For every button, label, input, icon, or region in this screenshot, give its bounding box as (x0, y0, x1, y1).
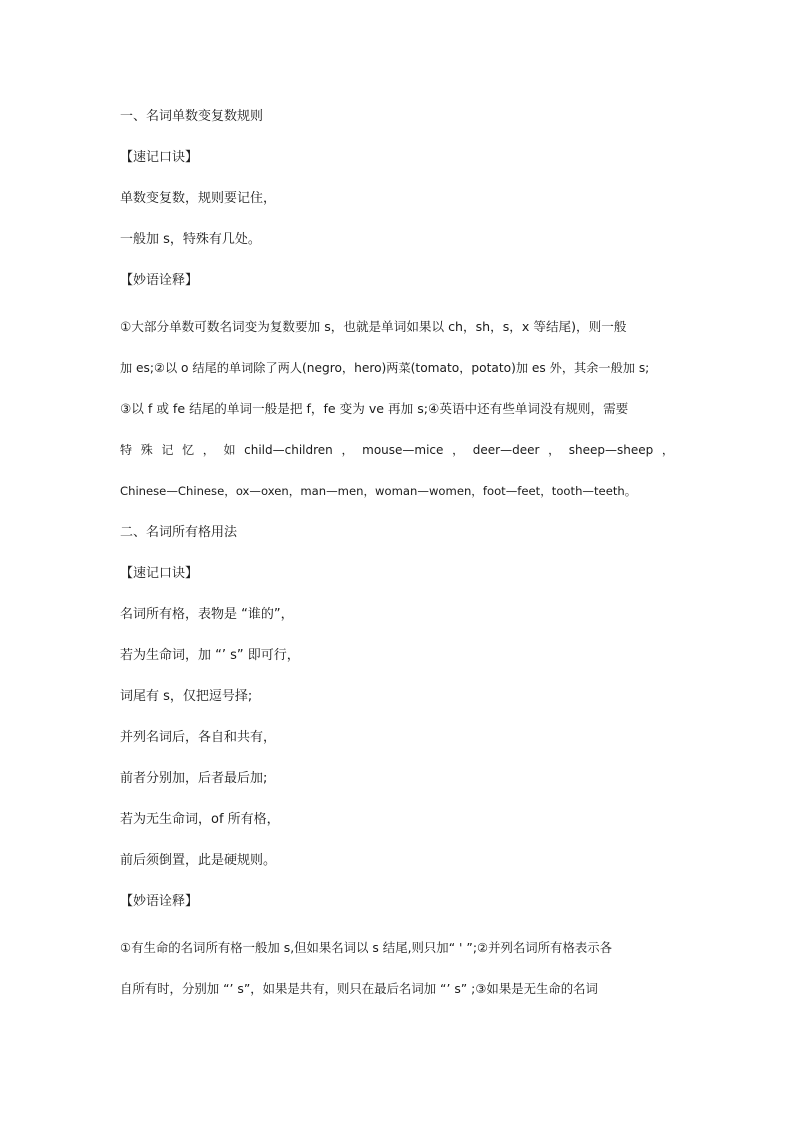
section-1-explanation-label: 【妙语诠释】 (120, 273, 199, 288)
section-1-explanation-line: ①大部分单数可数名词变为复数要加 s，也就是单词如果以 ch，sh，s，x 等结尾)，则一般 (120, 319, 627, 334)
example-token: 特 (120, 443, 133, 457)
example-token: ， (452, 443, 465, 457)
example-token: mouse—mice (362, 443, 444, 457)
section-1-explanation-line: ③以 f 或 fe 结尾的单词一般是把 f，fe 变为 ve 再加 s;④英语中还有些单词没有规则，需要 (120, 401, 629, 416)
section-2-mnemonic-line: 并列名词后，各自和共有， (120, 730, 277, 745)
example-token: ， (341, 443, 354, 457)
example-token: ， (548, 443, 561, 457)
example-token: 殊 (140, 443, 153, 457)
section-2-mnemonic-line: 若为无生命词，of 所有格， (120, 812, 280, 827)
example-token: child—children (244, 443, 333, 457)
example-token: ， (202, 443, 215, 457)
example-token: 记 (161, 443, 174, 457)
section-1-mnemonic-label: 【速记口诀】 (120, 150, 199, 165)
section-2-mnemonic-line: 若为生命词，加 “’ s” 即可行， (120, 648, 300, 663)
example-token: 忆 (182, 443, 195, 457)
example-token: 如 (223, 443, 236, 457)
section-2-mnemonic-line: 前后须倒置，此是硬规则。 (120, 853, 277, 868)
section-1-heading: 一、名词单数变复数规则 (120, 109, 264, 124)
section-2-explanation-label: 【妙语诠释】 (120, 894, 199, 909)
section-1-spaced-example-line (120, 441, 674, 459)
section-2-mnemonic-line: 前者分别加，后者最后加; (120, 771, 268, 786)
example-token: sheep—sheep (568, 443, 654, 457)
section-2-explanation-line: ①有生命的名词所有格一般加 s,但如果名词以 s 结尾,则只加“ ' ”;②并列名词所有格表示各 (120, 940, 613, 955)
section-2-mnemonic-label: 【速记口诀】 (120, 566, 199, 581)
section-1-explanation-line: 加 es;②以 o 结尾的单词除了两人(negro，hero)两菜(tomato，potato)加 es 外，其余一般加 s; (120, 361, 650, 375)
section-2-mnemonic-line: 词尾有 s，仅把逗号择; (120, 689, 253, 704)
section-2-heading: 二、名词所有格用法 (120, 525, 238, 540)
section-1-explanation-line: Chinese—Chinese，ox—oxen，man—men，woman—women，foot—feet，tooth—teeth。 (120, 484, 637, 498)
section-1-mnemonic-line: 单数变复数，规则要记住， (120, 191, 277, 206)
section-2-explanation-line: 自所有时，分别加 “’ s”，如果是共有，则只在最后名词加 “’ s” ;③如果是无生命的名词 (120, 981, 598, 996)
example-token: deer—deer (472, 443, 540, 457)
example-token: ， (661, 443, 674, 457)
section-1-mnemonic-line: 一般加 s，特殊有几处。 (120, 232, 261, 247)
section-2-mnemonic-line: 名词所有格，表物是 “谁的”， (120, 607, 294, 622)
